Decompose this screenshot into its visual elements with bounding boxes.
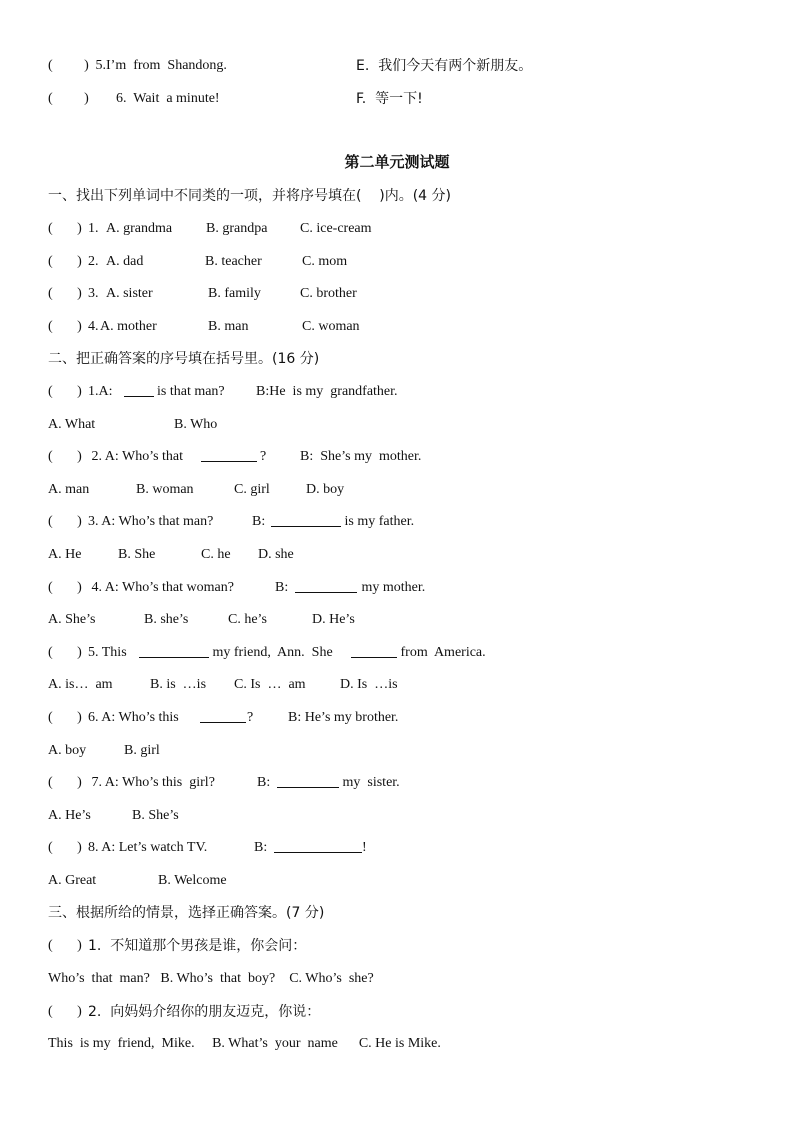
option-b: B. family xyxy=(208,286,261,301)
answer-paren[interactable]: ( ) xyxy=(48,710,82,725)
question-text-post: ? xyxy=(247,710,254,725)
fill-blank[interactable] xyxy=(277,773,339,788)
s2-options-8 xyxy=(48,871,748,891)
option-b: B. grandpa xyxy=(206,221,268,236)
option-a: A. grandma xyxy=(106,221,173,236)
option-c: C. mom xyxy=(302,254,348,269)
s2-options-2 xyxy=(48,480,748,500)
s1-item-1 xyxy=(48,219,748,239)
fill-blank[interactable] xyxy=(139,643,209,658)
option: A. What xyxy=(48,417,96,432)
item-number: 3. xyxy=(88,286,99,301)
s2-question-6 xyxy=(48,708,748,728)
s2-question-2 xyxy=(48,447,748,467)
fill-blank[interactable] xyxy=(271,512,341,527)
option: C. Is … am xyxy=(234,677,306,692)
s1-item-4 xyxy=(48,317,748,337)
question-text: 5. This xyxy=(88,645,131,660)
option: C. he’s xyxy=(228,612,267,627)
option: A. boy xyxy=(48,743,87,758)
question-text-post: ? xyxy=(260,449,267,464)
option: B. girl xyxy=(124,743,160,758)
option-c: C. brother xyxy=(300,286,357,301)
item-number: 4. xyxy=(88,319,99,334)
s2-options-3 xyxy=(48,545,748,565)
option: D. Is …is xyxy=(340,677,398,692)
s2-question-3 xyxy=(48,512,748,532)
option-c: C. ice-cream xyxy=(300,221,372,236)
s2-options-1 xyxy=(48,415,748,435)
s2-question-8 xyxy=(48,838,748,858)
option: B. Who xyxy=(174,417,218,432)
option: B. She xyxy=(118,547,156,562)
answer-paren[interactable]: ( ) xyxy=(48,221,82,236)
section-3-heading: 三、根据所给的情景，选择正确答案。(7 分) xyxy=(48,905,325,921)
answer-text: B:He is my grandfather. xyxy=(256,384,398,399)
s1-item-2 xyxy=(48,252,748,272)
answer-paren[interactable]: ( ) xyxy=(48,1004,82,1019)
s3-options-1: Who’s that man? B. Who’s that boy? C. Who’s she? xyxy=(48,971,374,986)
section-2-heading: 二、把正确答案的序号填在括号里。(16 分) xyxy=(48,351,320,367)
option: A. Great xyxy=(48,873,97,888)
question-text-post: from America. xyxy=(397,645,486,660)
english-sentence: 6. Wait a minute! xyxy=(116,91,220,106)
question-text-post: is that man? xyxy=(157,384,225,399)
question-text: 1. 不知道那个男孩是谁，你会问： xyxy=(88,938,307,954)
question-text: 7. A: Who’s this girl? xyxy=(88,775,215,790)
option: B. Welcome xyxy=(158,873,227,888)
answer-paren[interactable]: ( ) xyxy=(48,91,89,106)
option-a: A. mother xyxy=(100,319,157,334)
matching-row-6 xyxy=(48,89,748,109)
option: B. is …is xyxy=(150,677,207,692)
option: A. He xyxy=(48,547,82,562)
option-a: A. dad xyxy=(106,254,144,269)
answer-paren[interactable]: ( ) xyxy=(48,286,82,301)
chinese-sentence: E. 我们今天有两个新朋友。 xyxy=(356,58,533,74)
s2-options-6 xyxy=(48,741,748,761)
answer-paren[interactable]: ( ) xyxy=(48,449,82,464)
s2-options-4 xyxy=(48,610,748,630)
question-text: 2. 向妈妈介绍你的朋友迈克，你说： xyxy=(88,1004,321,1020)
question-text: 4. A: Who’s that woman? xyxy=(88,580,234,595)
option: A. man xyxy=(48,482,90,497)
question-text: 6. A: Who’s this xyxy=(88,710,183,725)
answer-paren[interactable]: ( ) xyxy=(48,384,82,399)
answer-prefix: B: xyxy=(275,580,292,595)
option: D. she xyxy=(258,547,294,562)
option-b: B. teacher xyxy=(205,254,262,269)
option-b: B. man xyxy=(208,319,249,334)
answer-paren[interactable]: ( ) xyxy=(48,58,89,73)
option: C. girl xyxy=(234,482,270,497)
s2-options-5 xyxy=(48,675,748,695)
option: B. she’s xyxy=(144,612,189,627)
page-title: 第二单元测试题 xyxy=(344,153,450,171)
answer-prefix: B: xyxy=(252,514,269,529)
option-c: C. woman xyxy=(302,319,360,334)
option: A. She’s xyxy=(48,612,96,627)
s2-question-5 xyxy=(48,643,768,663)
s3-options-2: This is my friend, Mike. B. What’s your name C. He is Mike. xyxy=(48,1036,441,1051)
answer-text: my mother. xyxy=(358,580,426,595)
item-number: 1. xyxy=(88,221,99,236)
fill-blank[interactable] xyxy=(124,382,154,397)
fill-blank[interactable] xyxy=(201,447,257,462)
answer-paren[interactable]: ( ) xyxy=(48,580,82,595)
answer-paren[interactable]: ( ) xyxy=(48,775,82,790)
s3-question-2 xyxy=(48,1002,748,1022)
fill-blank[interactable] xyxy=(274,838,362,853)
s2-question-1 xyxy=(48,382,748,402)
s3-question-1 xyxy=(48,936,748,956)
s2-options-7 xyxy=(48,806,748,826)
question-text: 2. A: Who’s that xyxy=(88,449,187,464)
answer-paren[interactable]: ( ) xyxy=(48,645,82,660)
answer-text: ! xyxy=(362,840,367,855)
fill-blank[interactable] xyxy=(200,708,246,723)
answer-text: my sister. xyxy=(339,775,400,790)
s2-question-4 xyxy=(48,578,748,598)
answer-paren[interactable]: ( ) xyxy=(48,840,82,855)
answer-prefix: B: xyxy=(257,775,274,790)
option: B. She’s xyxy=(132,808,179,823)
option-a: A. sister xyxy=(106,286,153,301)
chinese-sentence: F. 等一下! xyxy=(356,91,423,107)
question-text: 3. A: Who’s that man? xyxy=(88,514,214,529)
question-text: 1.A: xyxy=(88,384,116,399)
answer-text: is my father. xyxy=(341,514,415,529)
section-1-heading: 一、找出下列单词中不同类的一项，并将序号填在( )内。(4 分) xyxy=(48,188,452,204)
option: A. is… am xyxy=(48,677,113,692)
s2-question-7 xyxy=(48,773,748,793)
answer-text: B: He’s my brother. xyxy=(288,710,399,725)
option: A. He’s xyxy=(48,808,91,823)
fill-blank[interactable] xyxy=(351,643,397,658)
question-text-mid: my friend, Ann. She xyxy=(209,645,337,660)
option: D. boy xyxy=(306,482,345,497)
option: D. He’s xyxy=(312,612,355,627)
option: C. he xyxy=(201,547,231,562)
fill-blank[interactable] xyxy=(295,578,357,593)
answer-paren[interactable]: ( ) xyxy=(48,254,82,269)
answer-paren[interactable]: ( ) xyxy=(48,938,82,953)
question-text: 8. A: Let’s watch TV. xyxy=(88,840,208,855)
answer-text: B: She’s my mother. xyxy=(300,449,422,464)
option: B. woman xyxy=(136,482,194,497)
answer-paren[interactable]: ( ) xyxy=(48,319,82,334)
answer-paren[interactable]: ( ) xyxy=(48,514,82,529)
english-sentence: 5.I’m from Shandong. xyxy=(92,58,227,73)
matching-row-5 xyxy=(48,56,748,76)
answer-prefix: B: xyxy=(254,840,271,855)
s1-item-3 xyxy=(48,284,748,304)
item-number: 2. xyxy=(88,254,99,269)
